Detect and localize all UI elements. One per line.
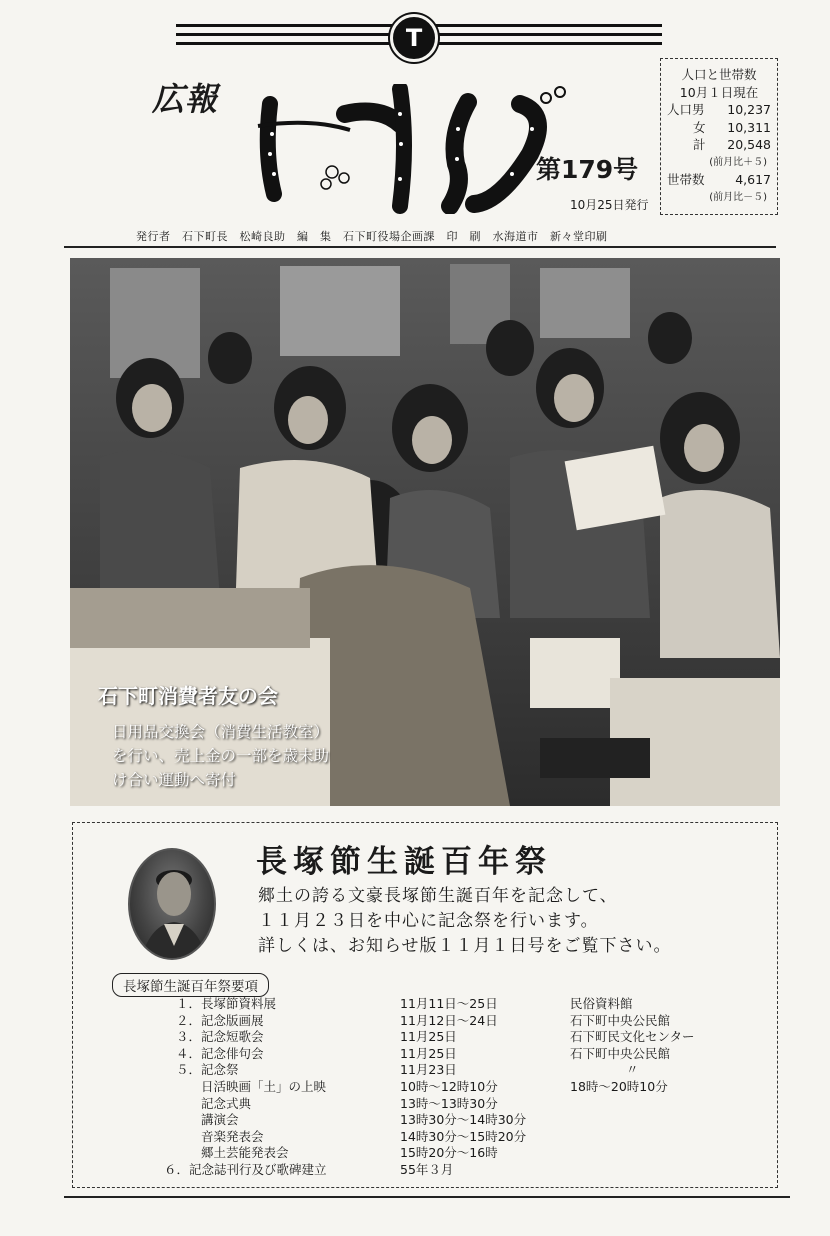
issue-date: 10月25日発行 — [570, 198, 649, 212]
male-count: 10,237 — [727, 102, 771, 117]
population-header: 人口と世帯数 — [681, 67, 757, 82]
program-event: １．長塚節資料展 — [176, 996, 277, 1011]
portrait-figure — [130, 850, 216, 960]
program-event: 講演会 — [176, 1112, 239, 1128]
program-place — [570, 1129, 756, 1146]
header-rule — [64, 246, 776, 248]
festival-line: 郷土の誇る文豪長塚節生誕百年を記念して、 — [258, 886, 618, 906]
issue-number: 第179号 — [536, 155, 639, 184]
program-row — [176, 996, 756, 1013]
program-place: 〃 — [626, 1062, 639, 1078]
photo-caption-heading: 石下町消費者友の会 — [98, 684, 278, 708]
program-list — [164, 996, 756, 1179]
program-date: 15時20分～16時 — [400, 1145, 498, 1161]
program-event: 記念式典 — [176, 1095, 252, 1111]
program-date: 13時30分～14時30分 — [400, 1112, 527, 1128]
program-row — [176, 1029, 756, 1046]
female-label: 女 — [693, 119, 706, 135]
program-event: 郷土芸能発表会 — [176, 1145, 289, 1161]
female-count: 10,311 — [727, 119, 771, 135]
program-event: ２．記念版画展 — [176, 1012, 264, 1028]
program-event: 日活映画「土」の上映 — [176, 1078, 327, 1094]
program-place — [570, 1112, 756, 1129]
households-row — [667, 171, 771, 189]
title-lettering — [250, 84, 570, 214]
program-date: 11月25日 — [400, 1029, 457, 1045]
program-place: 18時～20時10分 — [570, 1078, 668, 1094]
footer-rule — [64, 1196, 790, 1198]
population-asof: 10月１日現在 — [679, 84, 759, 100]
male-label: 人口男 — [667, 102, 705, 117]
caption-line: 日用品交換会（消費生活教室） — [112, 723, 330, 741]
population-female-row — [667, 119, 771, 137]
program-place — [570, 1096, 756, 1113]
program-event: ６．記念誌刊行及び歌碑建立 — [164, 1161, 327, 1177]
households-label: 世帯数 — [667, 172, 705, 187]
program-row — [176, 1062, 756, 1079]
program-event: ４．記念俳句会 — [176, 1045, 264, 1061]
program-date: 14時30分～15時20分 — [400, 1128, 527, 1144]
caption-line: を行い、売上金の一部を歳末助 — [112, 747, 330, 765]
program-date: 11月12日～24日 — [400, 1012, 498, 1028]
program-row — [176, 1112, 756, 1129]
program-row — [176, 1096, 756, 1113]
program-date: 11月11日～25日 — [400, 996, 498, 1011]
program-row — [176, 1129, 756, 1146]
total-count: 20,548 — [727, 137, 771, 152]
festival-description — [258, 884, 672, 959]
program-date: 13時～13時30分 — [400, 1095, 498, 1111]
festival-title: 長塚節生誕百年祭 — [256, 844, 552, 880]
program-date: 11月23日 — [400, 1062, 457, 1078]
kouhou-label: 広報 — [152, 80, 219, 118]
program-place — [570, 1145, 756, 1162]
total-label: 計 — [693, 137, 706, 152]
program-place — [570, 1162, 756, 1179]
caption-line: け合い運動へ寄付 — [112, 771, 237, 789]
program-row — [164, 1161, 756, 1179]
program-date: 55年３月 — [400, 1161, 454, 1177]
program-place: 石下町中央公民館 — [570, 1045, 671, 1061]
program-event: 音楽発表会 — [176, 1128, 264, 1144]
households-diff: (前月比－５) — [709, 191, 767, 203]
program-row — [176, 1046, 756, 1063]
households-count: 4,617 — [735, 172, 771, 187]
program-date: 10時～12時10分 — [400, 1078, 498, 1094]
portrait-photo — [128, 848, 216, 960]
program-row — [176, 1145, 756, 1162]
festival-line: 詳しくは、お知らせ版１１月１日号をご覧下さい。 — [258, 936, 672, 956]
population-male-row — [667, 101, 771, 119]
festival-line: １１月２３日を中心に記念祭を行います。 — [258, 911, 599, 931]
town-emblem-icon — [390, 14, 438, 62]
program-place: 石下町中央公民館 — [570, 1012, 671, 1028]
population-box — [660, 58, 778, 215]
program-event: ５．記念祭 — [176, 1062, 239, 1078]
program-row — [176, 1013, 756, 1030]
program-event: ３．記念短歌会 — [176, 1029, 264, 1045]
population-total-row — [667, 136, 771, 154]
population-diff: (前月比＋５) — [709, 156, 767, 168]
program-outline-label: 長塚節生誕百年祭要項 — [112, 973, 269, 997]
photo-caption — [112, 720, 329, 792]
program-date: 11月25日 — [400, 1045, 457, 1061]
program-place: 民俗資料館 — [570, 996, 633, 1011]
program-place: 石下町民文化センター — [570, 1029, 695, 1045]
publisher-credits: 発行者 石下町長 松崎良助 編 集 石下町役場企画課 印 刷 水海道市 新々堂印刷 — [136, 230, 608, 243]
program-row — [176, 1079, 756, 1096]
emblem-glyph: T — [405, 24, 423, 52]
